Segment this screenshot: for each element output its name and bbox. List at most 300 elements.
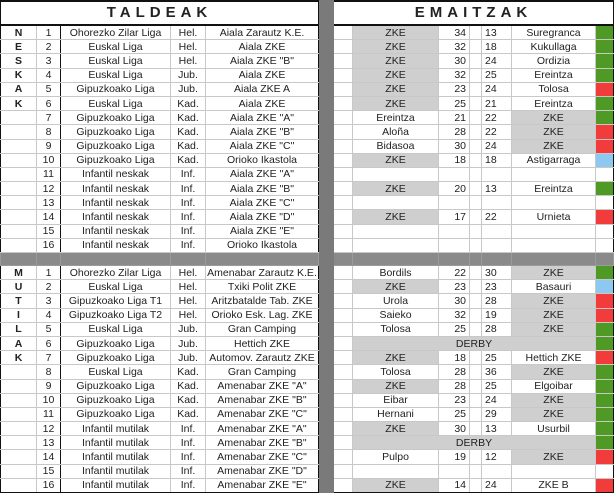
result-indicator-loss bbox=[596, 125, 614, 139]
spacer-cell bbox=[470, 125, 482, 139]
home-score-cell: 28 bbox=[439, 125, 470, 139]
league-cell: Infantil neskak bbox=[61, 224, 171, 238]
spacer-cell bbox=[470, 196, 482, 210]
column-separator bbox=[319, 167, 334, 181]
away-team-cell: ZKE bbox=[512, 322, 596, 336]
mutilak-row bbox=[1, 351, 614, 365]
result-indicator-win bbox=[596, 25, 614, 40]
result-indicator-win bbox=[596, 111, 614, 125]
blank-cell bbox=[334, 478, 353, 492]
home-score-cell: 25 bbox=[439, 407, 470, 421]
spacer-cell bbox=[470, 167, 482, 181]
result-indicator-loss bbox=[596, 308, 614, 322]
home-team-cell bbox=[353, 464, 439, 478]
league-cell: Gipuzkoako Liga bbox=[61, 111, 171, 125]
home-score-cell: 23 bbox=[439, 393, 470, 407]
blank-cell bbox=[334, 336, 353, 350]
away-score-cell: 19 bbox=[482, 308, 512, 322]
gap-cell bbox=[171, 253, 206, 266]
category-cell: Kad. bbox=[171, 379, 206, 393]
gap-cell bbox=[1, 253, 37, 266]
gap-cell bbox=[334, 253, 353, 266]
section-letter bbox=[1, 365, 37, 379]
row-number: 9 bbox=[37, 379, 61, 393]
section-letter: E bbox=[1, 40, 37, 54]
home-team-cell: Tolosa bbox=[353, 322, 439, 336]
column-separator bbox=[319, 182, 334, 196]
gap-cell bbox=[353, 253, 439, 266]
neskak-row bbox=[1, 82, 614, 96]
column-separator bbox=[319, 25, 334, 40]
section-letter: S bbox=[1, 54, 37, 68]
away-score-cell: 18 bbox=[482, 40, 512, 54]
home-team-cell: ZKE bbox=[353, 182, 439, 196]
section-gap-row bbox=[1, 253, 614, 266]
home-score-cell: 21 bbox=[439, 111, 470, 125]
column-separator bbox=[319, 111, 334, 125]
column-separator bbox=[319, 1, 334, 25]
away-score-cell: 22 bbox=[482, 125, 512, 139]
away-score-cell: 22 bbox=[482, 111, 512, 125]
spacer-cell bbox=[470, 266, 482, 280]
category-cell: Hel. bbox=[171, 54, 206, 68]
home-team-cell: ZKE bbox=[353, 54, 439, 68]
category-cell: Inf. bbox=[171, 464, 206, 478]
mutilak-row bbox=[1, 280, 614, 294]
home-score-cell: 23 bbox=[439, 280, 470, 294]
home-team-cell: ZKE bbox=[353, 96, 439, 110]
away-score-cell bbox=[482, 238, 512, 252]
team-cell: Amenabar ZKE "E" bbox=[206, 478, 319, 492]
column-separator bbox=[319, 125, 334, 139]
team-cell: Aiala ZKE "C" bbox=[206, 196, 319, 210]
league-cell: Gipuzkoako Liga bbox=[61, 393, 171, 407]
category-cell: Inf. bbox=[171, 210, 206, 224]
category-cell: Inf. bbox=[171, 422, 206, 436]
neskak-row bbox=[1, 196, 614, 210]
column-separator bbox=[319, 478, 334, 492]
home-score-cell: 19 bbox=[439, 450, 470, 464]
home-score-cell: 34 bbox=[439, 25, 470, 40]
league-cell: Ohorezko Zilar Liga bbox=[61, 266, 171, 280]
section-letter: T bbox=[1, 294, 37, 308]
league-cell: Euskal Liga bbox=[61, 322, 171, 336]
away-score-cell: 24 bbox=[482, 478, 512, 492]
section-letter bbox=[1, 379, 37, 393]
row-number: 3 bbox=[37, 294, 61, 308]
home-score-cell: 25 bbox=[439, 322, 470, 336]
home-score-cell: 18 bbox=[439, 153, 470, 167]
blank-cell bbox=[334, 139, 353, 153]
league-cell: Gipuzkoako Liga bbox=[61, 125, 171, 139]
neskak-row bbox=[1, 40, 614, 54]
section-letter bbox=[1, 407, 37, 421]
league-cell: Euskal Liga bbox=[61, 54, 171, 68]
neskak-row bbox=[1, 54, 614, 68]
league-cell: Infantil mutilak bbox=[61, 450, 171, 464]
blank-cell bbox=[334, 54, 353, 68]
home-score-cell: 30 bbox=[439, 294, 470, 308]
league-cell: Infantil mutilak bbox=[61, 464, 171, 478]
result-indicator-none bbox=[596, 196, 614, 210]
column-separator bbox=[319, 450, 334, 464]
section-letter: K bbox=[1, 351, 37, 365]
away-team-cell: ZKE bbox=[512, 111, 596, 125]
away-team-cell: Ordizia bbox=[512, 54, 596, 68]
result-indicator-win bbox=[596, 266, 614, 280]
row-number: 6 bbox=[37, 336, 61, 350]
team-cell: Aiala ZKE "B" bbox=[206, 54, 319, 68]
away-team-cell: ZKE bbox=[512, 294, 596, 308]
home-score-cell: 23 bbox=[439, 82, 470, 96]
section-letter bbox=[1, 111, 37, 125]
home-score-cell bbox=[439, 238, 470, 252]
section-letter bbox=[1, 478, 37, 492]
league-cell: Euskal Liga bbox=[61, 365, 171, 379]
home-score-cell: 25 bbox=[439, 96, 470, 110]
section-letter: I bbox=[1, 308, 37, 322]
category-cell: Kad. bbox=[171, 111, 206, 125]
away-score-cell: 18 bbox=[482, 153, 512, 167]
column-separator bbox=[319, 196, 334, 210]
category-cell: Inf. bbox=[171, 167, 206, 181]
home-score-cell: 22 bbox=[439, 266, 470, 280]
result-indicator-none bbox=[596, 464, 614, 478]
column-separator bbox=[319, 379, 334, 393]
result-indicator-loss bbox=[596, 450, 614, 464]
section-letter bbox=[1, 422, 37, 436]
blank-cell bbox=[334, 351, 353, 365]
spacer-cell bbox=[470, 210, 482, 224]
team-cell: Txiki Polit ZKE bbox=[206, 280, 319, 294]
away-score-cell bbox=[482, 167, 512, 181]
away-team-cell bbox=[512, 224, 596, 238]
league-cell: Infantil neskak bbox=[61, 196, 171, 210]
section-letter bbox=[1, 153, 37, 167]
blank-cell bbox=[334, 308, 353, 322]
neskak-row bbox=[1, 111, 614, 125]
blank-cell bbox=[334, 25, 353, 40]
category-cell: Jub. bbox=[171, 336, 206, 350]
row-number: 16 bbox=[37, 478, 61, 492]
neskak-row bbox=[1, 139, 614, 153]
spacer-cell bbox=[470, 308, 482, 322]
spacer-cell bbox=[470, 407, 482, 421]
result-indicator-win bbox=[596, 96, 614, 110]
mutilak-row bbox=[1, 336, 614, 350]
category-cell: Hel. bbox=[171, 266, 206, 280]
away-team-cell: Suregranca bbox=[512, 25, 596, 40]
gap-cell bbox=[439, 253, 470, 266]
team-cell: Orioko Esk. Lag. ZKE bbox=[206, 308, 319, 322]
column-separator bbox=[319, 464, 334, 478]
row-number: 5 bbox=[37, 322, 61, 336]
result-indicator-win bbox=[596, 182, 614, 196]
home-team-cell bbox=[353, 224, 439, 238]
row-number: 15 bbox=[37, 464, 61, 478]
league-cell: Infantil neskak bbox=[61, 238, 171, 252]
home-score-cell: 18 bbox=[439, 351, 470, 365]
team-cell: Aiala ZKE "D" bbox=[206, 210, 319, 224]
result-indicator-none bbox=[596, 224, 614, 238]
category-cell: Kad. bbox=[171, 153, 206, 167]
neskak-row bbox=[1, 182, 614, 196]
gap-cell bbox=[206, 253, 319, 266]
category-cell: Kad. bbox=[171, 96, 206, 110]
spacer-cell bbox=[470, 182, 482, 196]
mutilak-row bbox=[1, 294, 614, 308]
blank-cell bbox=[334, 450, 353, 464]
section-letter: M bbox=[1, 266, 37, 280]
away-team-cell: Hettich ZKE bbox=[512, 351, 596, 365]
row-number: 16 bbox=[37, 238, 61, 252]
result-indicator-win bbox=[596, 422, 614, 436]
section-letter: A bbox=[1, 82, 37, 96]
category-cell: Inf. bbox=[171, 182, 206, 196]
league-cell: Gipuzkoako Liga bbox=[61, 351, 171, 365]
spacer-cell bbox=[470, 450, 482, 464]
home-score-cell: 30 bbox=[439, 139, 470, 153]
home-score-cell: 20 bbox=[439, 182, 470, 196]
team-cell: Aiala ZKE "A" bbox=[206, 167, 319, 181]
away-team-cell: ZKE bbox=[512, 393, 596, 407]
home-team-cell: ZKE bbox=[353, 210, 439, 224]
column-separator bbox=[319, 308, 334, 322]
row-number: 8 bbox=[37, 125, 61, 139]
result-indicator-loss bbox=[596, 139, 614, 153]
blank-cell bbox=[334, 96, 353, 110]
result-indicator-loss bbox=[596, 351, 614, 365]
league-cell: Infantil mutilak bbox=[61, 422, 171, 436]
league-cell: Infantil mutilak bbox=[61, 478, 171, 492]
blank-cell bbox=[334, 422, 353, 436]
league-cell: Gipuzkoako Liga bbox=[61, 82, 171, 96]
emaitzak-header: EMAITZAK bbox=[334, 1, 614, 25]
result-indicator-draw bbox=[596, 153, 614, 167]
away-score-cell: 24 bbox=[482, 393, 512, 407]
section-letter bbox=[1, 210, 37, 224]
row-number: 7 bbox=[37, 111, 61, 125]
away-team-cell: Usurbil bbox=[512, 422, 596, 436]
away-team-cell: ZKE bbox=[512, 266, 596, 280]
spacer-cell bbox=[470, 153, 482, 167]
spacer-cell bbox=[470, 238, 482, 252]
home-score-cell: 14 bbox=[439, 478, 470, 492]
neskak-row bbox=[1, 238, 614, 252]
away-score-cell: 24 bbox=[482, 139, 512, 153]
category-cell: Kad. bbox=[171, 365, 206, 379]
result-indicator-win bbox=[596, 365, 614, 379]
spacer-cell bbox=[470, 365, 482, 379]
league-cell: Euskal Liga bbox=[61, 96, 171, 110]
result-indicator-win bbox=[596, 379, 614, 393]
blank-cell bbox=[334, 280, 353, 294]
column-separator bbox=[319, 82, 334, 96]
league-cell: Gipuzkoako Liga T1 bbox=[61, 294, 171, 308]
section-letter bbox=[1, 196, 37, 210]
column-separator bbox=[319, 54, 334, 68]
gap-cell bbox=[512, 253, 596, 266]
away-score-cell: 25 bbox=[482, 68, 512, 82]
away-score-cell: 28 bbox=[482, 294, 512, 308]
taldeak-header: TALDEAK bbox=[1, 1, 319, 25]
mutilak-row bbox=[1, 393, 614, 407]
home-team-cell: ZKE bbox=[353, 82, 439, 96]
away-score-cell: 25 bbox=[482, 351, 512, 365]
home-team-cell: ZKE bbox=[353, 25, 439, 40]
mutilak-row bbox=[1, 322, 614, 336]
away-team-cell: ZKE bbox=[512, 407, 596, 421]
team-cell: Aiala ZKE A bbox=[206, 82, 319, 96]
home-score-cell: 30 bbox=[439, 54, 470, 68]
blank-cell bbox=[334, 407, 353, 421]
result-indicator-none bbox=[596, 167, 614, 181]
row-number: 3 bbox=[37, 54, 61, 68]
neskak-row bbox=[1, 25, 614, 40]
team-cell: Aiala ZKE "E" bbox=[206, 224, 319, 238]
column-separator bbox=[319, 96, 334, 110]
column-separator bbox=[319, 393, 334, 407]
mutilak-row bbox=[1, 308, 614, 322]
header-row bbox=[1, 1, 614, 25]
league-cell: Euskal Liga bbox=[61, 40, 171, 54]
category-cell: Kad. bbox=[171, 139, 206, 153]
league-cell: Gipuzkoako Liga bbox=[61, 139, 171, 153]
blank-cell bbox=[334, 294, 353, 308]
result-indicator-win bbox=[596, 407, 614, 421]
home-team-cell: Bidasoa bbox=[353, 139, 439, 153]
blank-cell bbox=[334, 464, 353, 478]
column-separator bbox=[319, 210, 334, 224]
home-score-cell: 30 bbox=[439, 422, 470, 436]
column-separator bbox=[319, 224, 334, 238]
row-number: 14 bbox=[37, 210, 61, 224]
team-cell: Amenabar ZKE "C" bbox=[206, 407, 319, 421]
away-score-cell: 13 bbox=[482, 25, 512, 40]
spacer-cell bbox=[470, 322, 482, 336]
home-team-cell bbox=[353, 238, 439, 252]
away-team-cell: ZKE bbox=[512, 450, 596, 464]
home-team-cell: ZKE bbox=[353, 422, 439, 436]
gap-cell bbox=[470, 253, 482, 266]
away-team-cell: ZKE bbox=[512, 139, 596, 153]
home-team-cell: Saieko bbox=[353, 308, 439, 322]
mutilak-row bbox=[1, 478, 614, 492]
away-team-cell: Tolosa bbox=[512, 82, 596, 96]
team-cell: Amenabar ZKE "B" bbox=[206, 393, 319, 407]
column-separator bbox=[319, 139, 334, 153]
row-number: 13 bbox=[37, 436, 61, 450]
mutilak-row bbox=[1, 422, 614, 436]
league-cell: Infantil neskak bbox=[61, 182, 171, 196]
team-cell: Aiala ZKE "B" bbox=[206, 182, 319, 196]
row-number: 9 bbox=[37, 139, 61, 153]
away-team-cell: ZKE bbox=[512, 125, 596, 139]
away-team-cell: Basauri bbox=[512, 280, 596, 294]
spacer-cell bbox=[470, 40, 482, 54]
section-letter: K bbox=[1, 96, 37, 110]
away-score-cell: 29 bbox=[482, 407, 512, 421]
home-team-cell: Ereintza bbox=[353, 111, 439, 125]
row-number: 11 bbox=[37, 167, 61, 181]
away-score-cell: 25 bbox=[482, 379, 512, 393]
row-number: 2 bbox=[37, 280, 61, 294]
row-number: 4 bbox=[37, 68, 61, 82]
home-score-cell bbox=[439, 224, 470, 238]
away-score-cell: 22 bbox=[482, 210, 512, 224]
away-team-cell: ZKE bbox=[512, 365, 596, 379]
away-score-cell bbox=[482, 464, 512, 478]
category-cell: Kad. bbox=[171, 125, 206, 139]
row-number: 12 bbox=[37, 182, 61, 196]
section-letter bbox=[1, 238, 37, 252]
team-cell: Amenabar ZKE "A" bbox=[206, 379, 319, 393]
section-letter bbox=[1, 450, 37, 464]
row-number: 14 bbox=[37, 450, 61, 464]
away-score-cell bbox=[482, 196, 512, 210]
blank-cell bbox=[334, 266, 353, 280]
row-number: 4 bbox=[37, 308, 61, 322]
team-cell: Amenabar ZKE "D" bbox=[206, 464, 319, 478]
away-score-cell: 13 bbox=[482, 422, 512, 436]
result-indicator-loss bbox=[596, 210, 614, 224]
home-score-cell: 28 bbox=[439, 379, 470, 393]
mutilak-row bbox=[1, 365, 614, 379]
column-separator bbox=[319, 238, 334, 252]
result-indicator-win bbox=[596, 54, 614, 68]
away-score-cell: 28 bbox=[482, 322, 512, 336]
column-separator bbox=[319, 266, 334, 280]
home-score-cell: 32 bbox=[439, 308, 470, 322]
blank-cell bbox=[334, 40, 353, 54]
row-number: 10 bbox=[37, 393, 61, 407]
category-cell: Inf. bbox=[171, 196, 206, 210]
gap-cell bbox=[319, 253, 334, 266]
mutilak-row bbox=[1, 379, 614, 393]
neskak-row bbox=[1, 224, 614, 238]
blank-cell bbox=[334, 393, 353, 407]
row-number: 6 bbox=[37, 96, 61, 110]
away-team-cell: ZKE bbox=[512, 308, 596, 322]
league-cell: Gipuzkoako Liga bbox=[61, 153, 171, 167]
section-letter bbox=[1, 393, 37, 407]
team-cell: Aiala ZKE "A" bbox=[206, 111, 319, 125]
team-cell: Aiala Zarautz K.E. bbox=[206, 25, 319, 40]
away-score-cell: 23 bbox=[482, 280, 512, 294]
section-letter: K bbox=[1, 68, 37, 82]
team-cell: Aiala ZKE bbox=[206, 96, 319, 110]
gap-cell bbox=[61, 253, 171, 266]
league-cell: Infantil mutilak bbox=[61, 436, 171, 450]
away-team-cell: ZKE B bbox=[512, 478, 596, 492]
section-letter bbox=[1, 125, 37, 139]
row-number: 13 bbox=[37, 196, 61, 210]
away-score-cell: 13 bbox=[482, 182, 512, 196]
blank-cell bbox=[334, 210, 353, 224]
team-cell: Amenabar ZKE "C" bbox=[206, 450, 319, 464]
team-cell: Hettich ZKE bbox=[206, 336, 319, 350]
spacer-cell bbox=[470, 294, 482, 308]
gap-cell bbox=[596, 253, 614, 266]
section-letter bbox=[1, 464, 37, 478]
result-indicator-none bbox=[596, 238, 614, 252]
away-score-cell: 24 bbox=[482, 82, 512, 96]
blank-cell bbox=[334, 82, 353, 96]
category-cell: Inf. bbox=[171, 224, 206, 238]
section-letter: L bbox=[1, 322, 37, 336]
section-letter bbox=[1, 436, 37, 450]
home-team-cell: ZKE bbox=[353, 351, 439, 365]
